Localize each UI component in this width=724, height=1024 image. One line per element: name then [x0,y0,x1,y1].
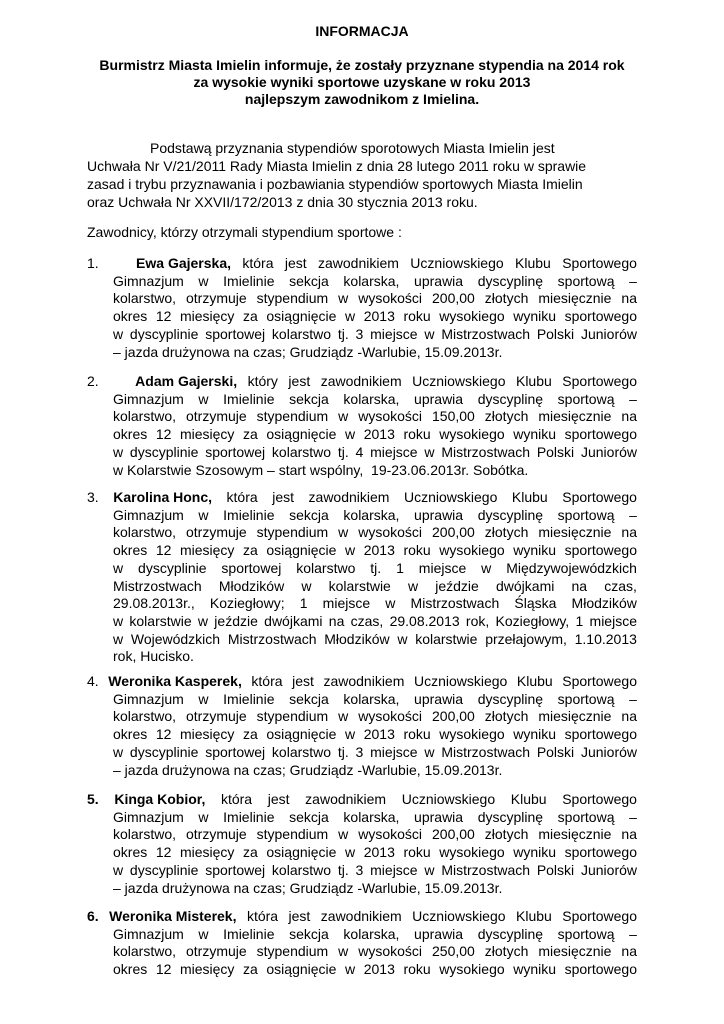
subtitle-line: najlepszym zawodnikom z Imielina. [244,91,480,107]
document-title: INFORMACJA [315,23,409,39]
recipient-text-line: kolarstwo, otrzymuje stypendium w wysokości 250,00 złotych miesięcznie na [113,943,637,960]
recipients-intro: Zawodnicy, którzy otrzymali stypendium sportowe : [87,224,402,240]
recipient-text-line: kolarstwo, otrzymuje stypendium w wysokości 200,00 złotych miesięcznie na [113,826,637,843]
recipient-text-line: Gimnazjum w Imielinie sekcja kolarska, uprawia dyscyplinę sportową – [113,272,637,289]
recipient-item [87,791,637,897]
recipient-name: Karolina Honc, [113,489,213,505]
recipient-text-line: w dyscyplinie sportowej kolarstwo tj. 3 miejsce w Mistrzostwach Polski Juniorów [113,325,637,342]
recipient-text-line: rok, Hucisko. [113,648,194,665]
recipient-text-line: Gimnazjum w Imielinie sekcja kolarska, uprawia dyscyplinę sportową – [113,506,637,523]
recipient-item [87,255,637,361]
recipient-text-line: Mistrzostwach Młodzików w kolarstwie w jeździe dwójkami na czas, [113,577,637,594]
recipient-text-line: Gimnazjum w Imielinie sekcja kolarska, uprawia dyscyplinę sportową – [113,690,637,707]
recipient-first-line: 6. Weronika Misterek, która jest zawodnikiem Uczniowskiego Klubu Sportowego [87,908,637,924]
recipient-first-line: 5. Kinga Kobior, która jest zawodnikiem Uczniowskiego Klubu Sportowego [87,791,637,807]
recipient-text-line: w kolarstwie w jeździe dwójkami na czas, 29.08.2013 rok, Koziegłowy, 1 miejsce [113,612,637,629]
recipient-first-line: 4. Weronika Kasperek, która jest zawodnikiem Uczniowskiego Klubu Sportowego [87,673,637,689]
recipient-item [87,673,637,779]
recipient-first-line: 1. Ewa Gajerska, która jest zawodnikiem Uczniowskiego Klubu Sportowego [87,255,637,271]
recipient-text-line: w dyscyplinie sportowej kolarstwo tj. 4 miejsce w Mistrzostwach Polski Juniorów [113,443,637,460]
recipient-item [87,489,637,666]
legal-basis-paragraph [87,139,647,211]
recipient-text-line: – jazda drużynowa na czas; Grudziądz -Warlubie, 15.09.2013r. [113,761,503,778]
recipient-text-line: okres 12 miesięcy za osiągnięcie w 2013 roku wysokiego wyniku sportowego [113,426,637,443]
paragraph-line: oraz Uchwała Nr XXVII/172/2013 z dnia 30 stycznia 2013 roku. [87,194,478,210]
recipient-text-line: w dyscyplinie sportowej kolarstwo tj. 3 miejsce w Mistrzostwach Polski Juniorów [113,861,637,878]
recipient-name: Kinga Kobior, [114,791,206,807]
recipient-text-line: okres 12 miesięcy za osiągnięcie w 2013 roku wysokiego wyniku sportowego [113,844,637,861]
recipient-text-line: w Kolarstwie Szosowym – start wspólny, 19-23.06.2013r. Sobótka. [113,461,529,478]
recipient-text-line: Gimnazjum w Imielinie sekcja kolarska, uprawia dyscyplinę sportową – [113,390,637,407]
recipient-number: 2. [87,373,99,389]
recipient-number: 3. [87,489,99,505]
recipient-name: Weronika Kasperek, [108,673,242,689]
recipient-name: Ewa Gajerska, [136,255,231,271]
recipient-text-line: kolarstwo, otrzymuje stypendium w wysokości 150,00 złotych miesięcznie na [113,408,637,425]
recipient-number: 5. [87,791,99,807]
subtitle-line: za wysokie wyniki sportowe uzyskane w roku 2013 [193,74,531,90]
recipient-text-line: – jazda drużynowa na czas; Grudziądz -Warlubie, 15.09.2013r. [113,879,503,896]
paragraph-line: Uchwała Nr V/21/2011 Rady Miasta Imielin z dnia 28 lutego 2011 roku w sprawie [87,158,587,174]
recipient-text-line: kolarstwo, otrzymuje stypendium w wysokości 200,00 złotych miesięcznie na [113,290,637,307]
recipient-text-line: okres 12 miesięcy za osiągnięcie w 2013 roku wysokiego wyniku sportowego [113,542,637,559]
recipient-text-line: okres 12 miesięcy za osiągnięcie w 2013 roku wysokiego wyniku sportowego [113,961,637,978]
recipient-text-line: kolarstwo, otrzymuje stypendium w wysokości 200,00 złotych miesięcznie na [113,708,637,725]
recipient-name: Adam Gajerski, [135,373,238,389]
recipient-text-line: w dyscyplinie sportowej kolarstwo tj. 1 miejsce w Międzywojewódzkich [113,559,637,576]
recipient-text-line: Gimnazjum w Imielinie sekcja kolarska, uprawia dyscyplinę sportową – [113,925,637,942]
recipient-text-line: w Wojewódzkich Mistrzostwach Młodzików w kolarstwie przełajowym, 1.10.2013 [113,630,637,647]
recipient-number: 1. [87,255,99,271]
recipient-number: 6. [87,908,99,924]
paragraph-line: Podstawą przyznania stypendiów sporotowych Miasta Imielin jest [150,140,555,156]
recipient-number: 4. [87,673,99,689]
document-subtitle [60,57,664,108]
recipient-item [87,373,637,479]
recipient-text-line: okres 12 miesięcy za osiągnięcie w 2013 roku wysokiego wyniku sportowego [113,308,637,325]
recipient-name: Weronika Misterek, [109,908,237,924]
recipient-text-line: 29.08.2013r., Koziegłowy; 1 miejsce w Mistrzostwach Śląska Młodzików [113,595,637,612]
recipient-text-line: – jazda drużynowa na czas; Grudziądz -Warlubie, 15.09.2013r. [113,343,503,360]
recipient-item [87,908,637,979]
paragraph-line: zasad i trybu przyznawania i pozbawiania stypendiów sportowych Miasta Imielin [87,176,583,192]
recipient-text-line: okres 12 miesięcy za osiągnięcie w 2013 roku wysokiego wyniku sportowego [113,726,637,743]
recipient-text-line: Gimnazjum w Imielinie sekcja kolarska, uprawia dyscyplinę sportową – [113,808,637,825]
recipient-first-line: 3. Karolina Honc, która jest zawodnikiem Uczniowskiego Klubu Sportowego [87,489,637,505]
recipient-text-line: kolarstwo, otrzymuje stypendium w wysokości 200,00 złotych miesięcznie na [113,524,637,541]
recipient-first-line: 2. Adam Gajerski, który jest zawodnikiem Uczniowskiego Klubu Sportowego [87,373,637,389]
recipient-text-line: w dyscyplinie sportowej kolarstwo tj. 3 miejsce w Mistrzostwach Polski Juniorów [113,743,637,760]
subtitle-line: Burmistrz Miasta Imielin informuje, że zostały przyznane stypendia na 2014 rok [99,57,625,73]
